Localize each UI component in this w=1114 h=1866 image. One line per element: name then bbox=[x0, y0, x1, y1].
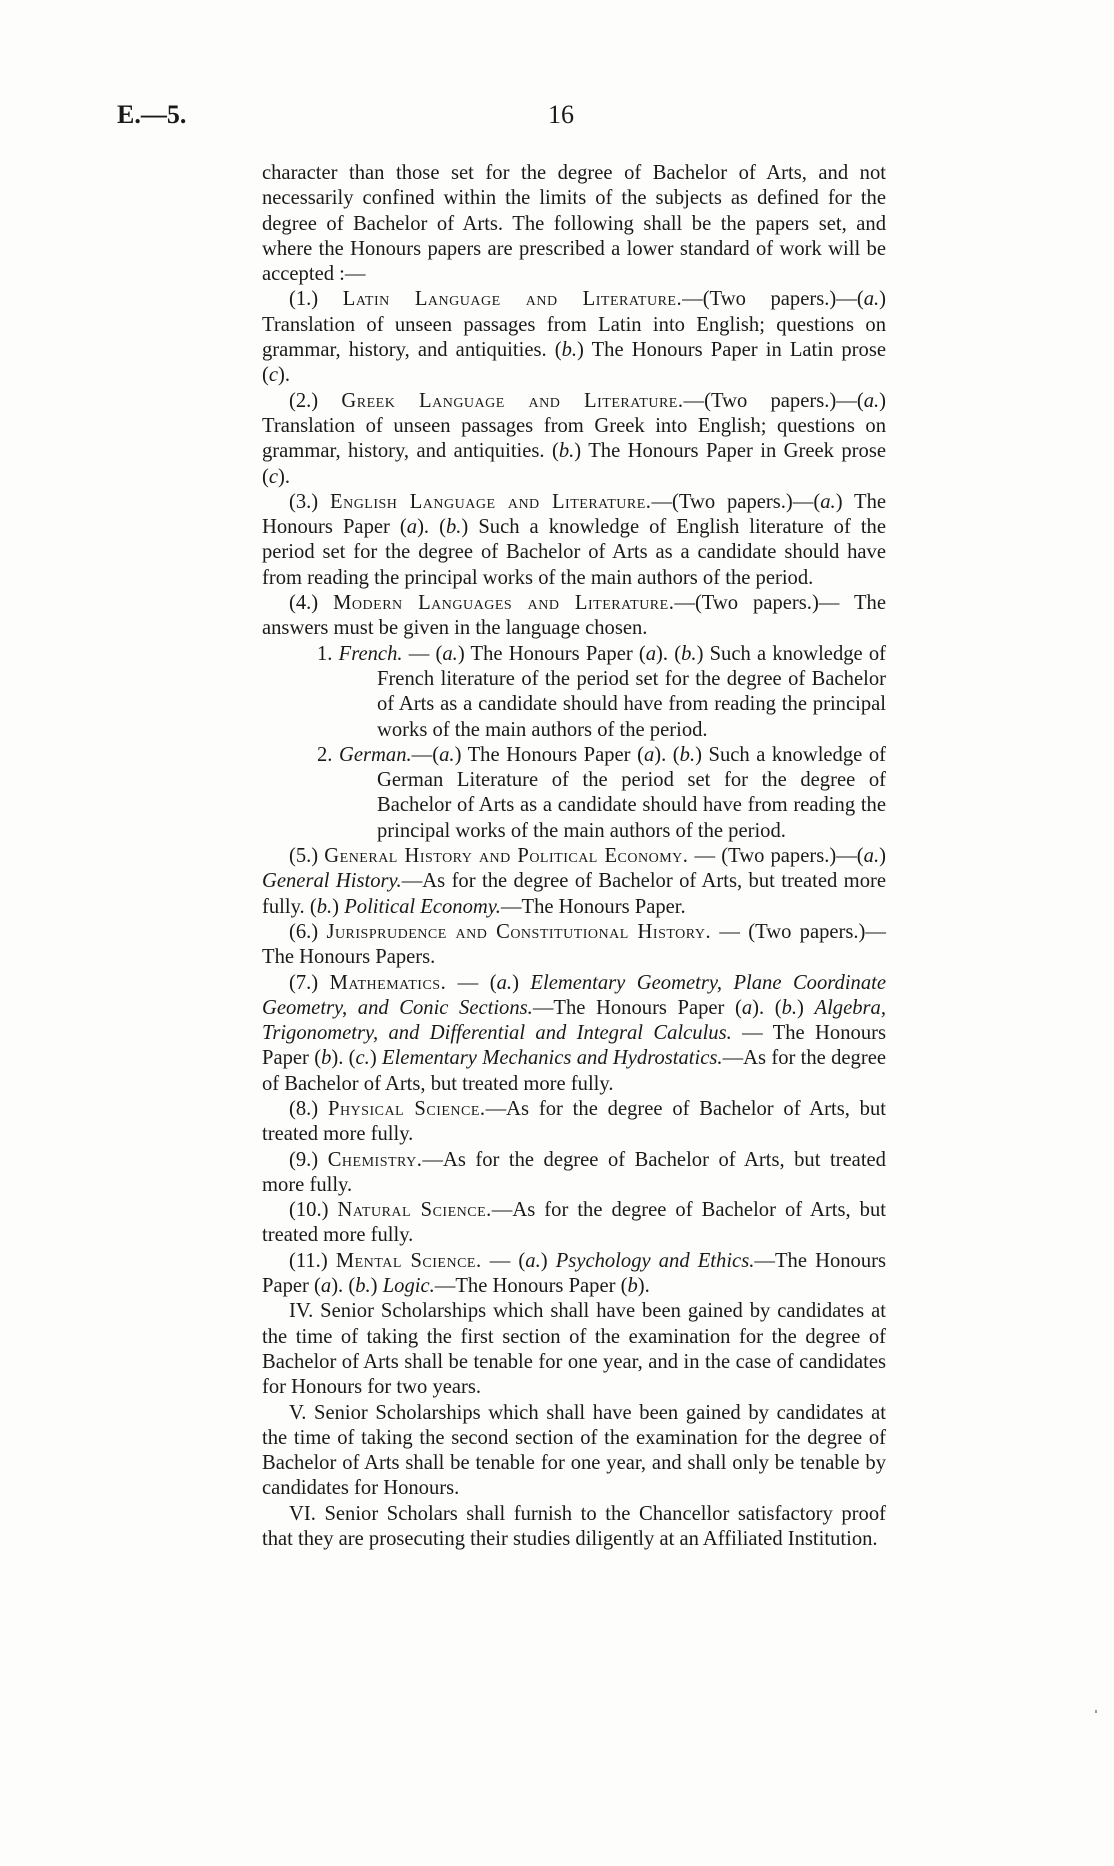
page-mark bbox=[1095, 1710, 1097, 1713]
section-modern-languages: (4.) Modern Languages and Literature.—(Two papers.)— The answers must be given in the language chosen. bbox=[262, 592, 886, 640]
section-mental-science: (11.) Mental Science. — (a.) Psychology and Ethics.—The Honours Paper (a). (b.) Logic.—The Honours Paper (b). bbox=[262, 1249, 886, 1298]
subsection-german: 2. German.—(a.) The Honours Paper (a). (b.) Such a knowledge of German Literature of the period set for the degree of Bachelor of Arts as a candidate should have from reading the principal works of the main authors of the period. bbox=[317, 743, 886, 842]
page-number: 16 bbox=[548, 100, 574, 129]
section-greek: (2.) Greek Language and Literature.—(Two papers.)—(a.) Translation of unseen passages from Greek into English; questions on grammar, history, and antiquities. (b.) The Honours Paper in Greek prose (c). bbox=[262, 389, 887, 488]
subsection-french: 1. French. — (a.) The Honours Paper (a). (b.) Such a knowledge of French literature of the period set for the degree of Bachelor of Arts as a candidate should have from reading the principal works of the main authors of the period. bbox=[317, 642, 887, 741]
paragraph-iv: IV. Senior Scholarships which shall have been gained by candidates at the time of taking the first section of the examination for the degree of Bachelor of Arts shall be tenable for one year, and in the case of candidates for Honours for two years. bbox=[262, 1300, 886, 1399]
paragraph-v: V. Senior Scholarships which shall have been gained by candidates at the time of taking the second section of the examination for the degree of Bachelor of Arts shall be tenable for one year, and shall only be tenable by candidates for Honours. bbox=[262, 1401, 886, 1500]
section-natural-science: (10.) Natural Science.—As for the degree of Bachelor of Arts, but treated more fully. bbox=[262, 1199, 886, 1247]
paragraph-vi: VI. Senior Scholars shall furnish to the Chancellor satisfactory proof that they are prosecuting their studies diligently at an Affiliated Institution. bbox=[262, 1502, 886, 1551]
section-latin: (1.) Latin Language and Literature.—(Two papers.)—(a.) Translation of unseen passages from Latin into English; questions on grammar, history, and antiquities. (b.) The Honours Paper in Latin prose (c). bbox=[262, 288, 886, 387]
section-chemistry: (9.) Chemistry.—As for the degree of Bachelor of Arts, but treated more fully. bbox=[262, 1148, 886, 1196]
section-jurisprudence: (6.) Jurisprudence and Constitutional History. — (Two papers.)—The Honours Papers. bbox=[262, 920, 887, 969]
intro-paragraph: character than those set for the degree of Bachelor of Arts, and not necessarily confined within the limits of the subjects as defined for the degree of Bachelor of Arts. The following shall be the papers set, and where the Honours papers are prescribed a lower standard of work will be accepted :— bbox=[262, 162, 886, 286]
section-history-economy: (5.) General History and Political Economy. — (Two papers.)—(a.) General History.—As for the degree of Bachelor of Arts, but treated more fully. (b.) Political Economy.—The Honours Paper. bbox=[262, 845, 886, 918]
section-physical-science: (8.) Physical Science.—As for the degree of Bachelor of Arts, but treated more fully. bbox=[262, 1097, 886, 1146]
section-english: (3.) English Language and Literature.—(Two papers.)—(a.) The Honours Paper (a). (b.) Such a knowledge of English literature of the period set for the degree of Bachelor of Arts as a candidate should have from reading the principal works of the main authors of the period. bbox=[262, 490, 887, 589]
document-reference: E.—5. bbox=[117, 100, 187, 129]
document-body bbox=[262, 161, 886, 1552]
section-mathematics: (7.) Mathematics. — (a.) Elementary Geometry, Plane Coordinate Geometry, and Conic Sections.—The Honours Paper (a). (b.) Algebra, Trigonometry, and Differential and Integral Calculus. — The Honours Paper (b). (c.) Elementary Mechanics and Hydrostatics.—As for the degree of Bachelor of Arts, but treated more fully. bbox=[262, 971, 887, 1095]
